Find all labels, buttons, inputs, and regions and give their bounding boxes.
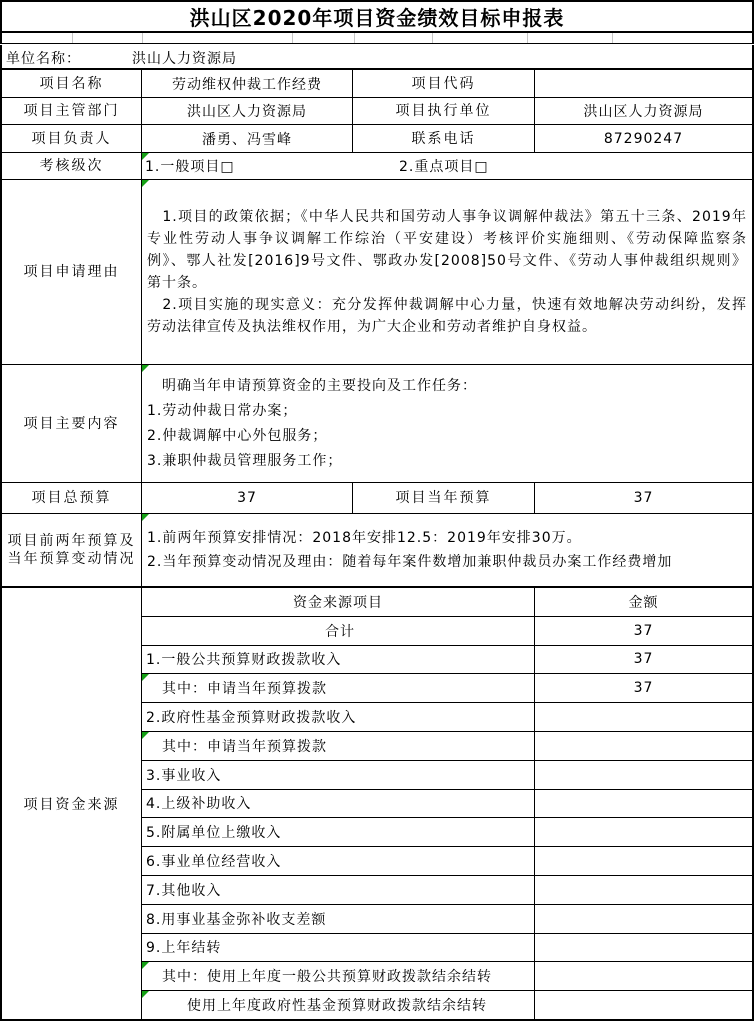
funding-row-amount	[535, 790, 752, 819]
unit-name-row	[0, 45, 754, 69]
excel-marker-icon	[142, 991, 149, 998]
assessment-level-label: 考核级次	[2, 153, 142, 180]
dept-label: 项目主管部门	[2, 98, 142, 125]
level-option-general[interactable]: 1.一般项目□	[145, 159, 235, 175]
total-budget-value: 37	[142, 483, 353, 514]
funding-row-amount: 37	[535, 646, 752, 675]
funding-header-amount: 金额	[535, 588, 752, 617]
unit-name-value: 洪山人力资源局	[132, 50, 237, 67]
current-budget-label: 项目当年预算	[353, 483, 535, 514]
funding-row-name: 其中：使用上年度一般公共预算财政拨款结余结转	[142, 962, 535, 991]
content-line: 明确当年申请预算资金的主要投向及工作任务：	[147, 377, 477, 394]
funding-row-amount	[535, 905, 752, 934]
phone-label: 联系电话	[353, 125, 535, 153]
excel-marker-icon	[142, 514, 149, 521]
prior-line-1: 1.前两年预算安排情况：2018年安排12.5：2019年安排30万。	[147, 530, 582, 546]
phone-value: 87290247	[535, 125, 752, 153]
funding-row-amount	[535, 934, 752, 963]
current-budget-value: 37	[535, 483, 752, 514]
project-name-label: 项目名称	[2, 70, 142, 98]
manager-label: 项目负责人	[2, 125, 142, 153]
funding-row-amount	[535, 761, 752, 790]
unit-name-label: 单位名称：	[6, 50, 81, 67]
funding-row-name: 2.政府性基金预算财政拨款收入	[142, 703, 535, 732]
grid-line	[432, 33, 433, 43]
grid-line	[527, 33, 528, 43]
manager-value: 潘勇、冯雪峰	[142, 125, 353, 153]
content-line: 1.劳动仲裁日常办案；	[147, 402, 298, 419]
reason-paragraph-2: 2.项目实施的现实意义：充分发挥仲裁调解中心力量，快速有效地解决劳动纠纷，发挥劳动法律宣传及执法维权作用，为广大企业和劳动者维护自身权益。	[147, 297, 747, 335]
funding-row-name: 3.事业收入	[142, 761, 535, 790]
funding-header-name: 资金来源项目	[142, 588, 535, 617]
project-code-label: 项目代码	[353, 70, 535, 98]
funding-row-name: 其中：申请当年预算拨款	[142, 674, 535, 703]
funding-row-amount: 37	[535, 617, 752, 646]
funding-row-name: 6.事业单位经营收入	[142, 847, 535, 876]
total-budget-label: 项目总预算	[2, 483, 142, 514]
funding-source-table	[0, 588, 754, 1021]
excel-marker-icon	[142, 674, 149, 681]
exec-unit-value: 洪山区人力资源局	[535, 98, 752, 125]
reason-paragraph-1: 1.项目的政策依据；《中华人民共和国劳动人事争议调解仲裁法》第五十三条、2019年专业性劳动人事争议调解工作综治（平安建设）考核评价实施细则、《劳动保障监察条例》、鄂人社发[2016]9号文件、鄂政办发[2008]50号文件、《劳动人事仲裁组织规则》第十条。	[147, 209, 747, 291]
funding-row-amount	[535, 732, 752, 761]
project-name-value: 劳动维权仲裁工作经费	[142, 70, 353, 98]
prior-budget-cell	[142, 514, 752, 586]
dept-value: 洪山区人力资源局	[142, 98, 353, 125]
excel-marker-icon	[142, 732, 149, 739]
funding-row-amount	[535, 962, 752, 991]
excel-marker-icon	[142, 962, 149, 969]
grid-line	[612, 33, 613, 43]
grid-line	[72, 33, 73, 43]
reason-cell	[142, 180, 752, 365]
funding-row-amount: 37	[535, 674, 752, 703]
assessment-level-cell	[142, 153, 752, 180]
funding-row-name: 使用上年度政府性基金预算财政拨款结余结转	[142, 991, 535, 1019]
level-option-key[interactable]: 2.重点项目□	[399, 159, 489, 175]
funding-row-amount	[535, 703, 752, 732]
grid-line	[142, 33, 143, 43]
grid-line	[292, 33, 293, 43]
content-line: 2.仲裁调解中心外包服务；	[147, 427, 328, 444]
funding-row-name: 9.上年结转	[142, 934, 535, 963]
content-cell	[142, 365, 752, 483]
funding-row-name: 合计	[142, 617, 535, 646]
funding-row-name: 4.上级补助收入	[142, 790, 535, 819]
funding-source-label: 项目资金来源	[2, 588, 142, 1019]
content-line: 3.兼职仲裁员管理服务工作；	[147, 452, 343, 469]
project-code-value	[535, 70, 752, 98]
grid-line	[354, 33, 355, 43]
funding-row-amount	[535, 876, 752, 905]
funding-row-name: 1.一般公共预算财政拨款收入	[142, 646, 535, 675]
content-label: 项目主要内容	[2, 365, 142, 483]
excel-marker-icon	[142, 180, 149, 187]
funding-row-name: 5.附属单位上缴收入	[142, 818, 535, 847]
funding-row-amount	[535, 818, 752, 847]
funding-row-amount	[535, 991, 752, 1019]
prior-budget-label: 项目前两年预算及 当年预算变动情况	[2, 514, 142, 586]
reason-label: 项目申请理由	[2, 180, 142, 365]
exec-unit-label: 项目执行单位	[353, 98, 535, 125]
spacer-row	[0, 33, 754, 44]
prior-line-2: 2.当年预算变动情况及理由：随着每年案件数增加兼职仲裁员办案工作经费增加	[147, 554, 673, 570]
funding-row-amount	[535, 847, 752, 876]
form-title: 洪山区2020年项目资金绩效目标申报表	[0, 0, 754, 33]
funding-row-name: 8.用事业基金弥补收支差额	[142, 905, 535, 934]
project-info-table	[0, 68, 754, 588]
excel-marker-icon	[142, 365, 149, 372]
funding-row-name: 其中：申请当年预算拨款	[142, 732, 535, 761]
excel-marker-icon	[142, 153, 149, 160]
funding-row-name: 7.其他收入	[142, 876, 535, 905]
